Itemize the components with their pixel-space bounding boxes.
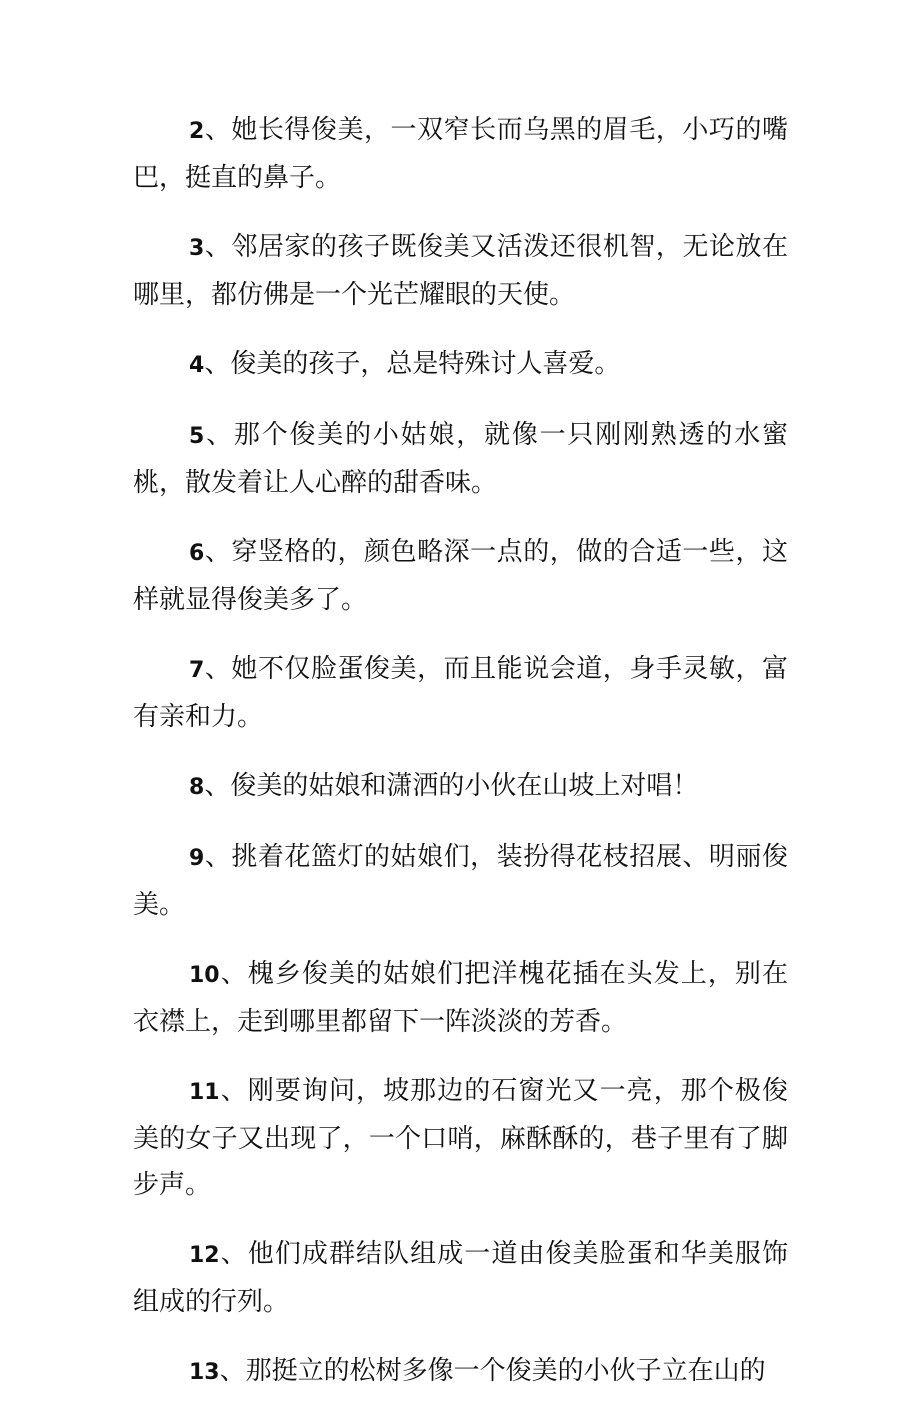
item-text: 、她长得俊美，一双窄长而乌黑的眉毛，小巧的嘴巴，挺直的鼻子。 (133, 115, 788, 193)
paragraph-10 (133, 951, 788, 1045)
paragraph-7 (133, 646, 788, 740)
item-text: 、刚要询问，坡那边的石窗光又一亮，那个极俊美的女子又出现了，一个口哨，麻酥酥的，巷子里有了脚步声。 (133, 1076, 788, 1200)
item-text: 、俊美的孩子，总是特殊讨人喜爱。 (204, 349, 621, 379)
item-text: 、那个俊美的小姑娘，就像一只刚刚熟透的水蜜桃，散发着让人心醉的甜香味。 (133, 420, 788, 498)
item-text: 、邻居家的孩子既俊美又活泼还很机智，无论放在哪里，都仿佛是一个光芒耀眼的天使。 (133, 232, 788, 310)
item-number: 9 (189, 846, 205, 871)
item-text: 、她不仅脸蛋俊美，而且能说会道，身手灵敏，富有亲和力。 (133, 654, 788, 732)
item-number: 5 (189, 424, 205, 449)
item-number: 11 (189, 1080, 220, 1105)
item-text: 、俊美的姑娘和潇洒的小伙在山坡上对唱！ (204, 771, 699, 801)
paragraph-2 (133, 107, 788, 201)
paragraph-6 (133, 529, 788, 623)
item-number: 2 (189, 119, 205, 144)
item-text: 、挑着花篮灯的姑娘们，装扮得花枝招展、明丽俊美。 (133, 842, 788, 920)
document-body (133, 107, 788, 1419)
paragraph-9 (133, 834, 788, 928)
paragraph-5 (133, 412, 788, 506)
item-text: 、穿竖格的，颜色略深一点的，做的合适一些，这样就显得俊美多了。 (133, 537, 788, 615)
item-number: 6 (189, 541, 205, 566)
paragraph-8 (133, 763, 788, 811)
item-number: 3 (189, 236, 205, 261)
paragraph-12 (133, 1231, 788, 1325)
item-number: 4 (189, 353, 205, 378)
item-text: 、他们成群结队组成一道由俊美脸蛋和华美服饰组成的行列。 (133, 1239, 788, 1317)
item-number: 8 (189, 775, 205, 800)
item-text: 、槐乡俊美的姑娘们把洋槐花插在头发上，别在衣襟上，走到哪里都留下一阵淡淡的芳香。 (133, 959, 788, 1037)
item-number: 7 (189, 658, 205, 683)
paragraph-11 (133, 1068, 788, 1208)
item-number: 12 (189, 1243, 220, 1268)
item-number: 13 (189, 1360, 220, 1385)
item-number: 10 (189, 963, 220, 988)
paragraph-13 (133, 1348, 788, 1396)
paragraph-3 (133, 224, 788, 318)
paragraph-4 (133, 341, 788, 389)
item-text: 、那挺立的松树多像一个俊美的小伙子立在山的 (219, 1356, 766, 1386)
